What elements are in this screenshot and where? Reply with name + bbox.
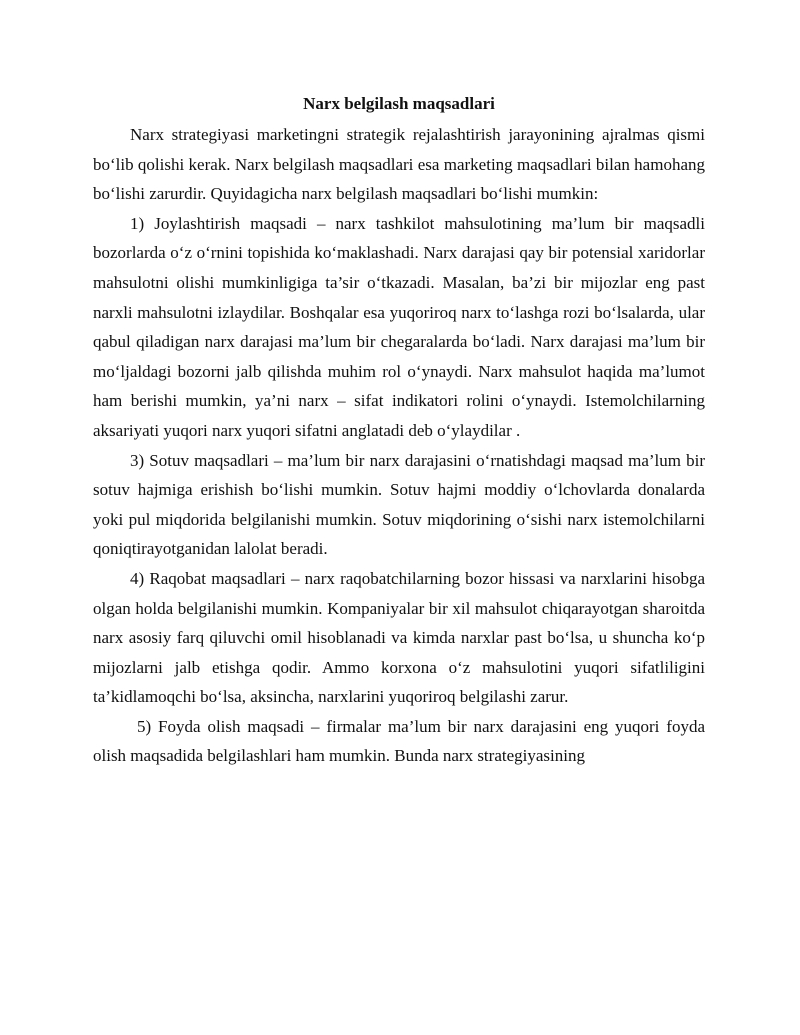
paragraph-positioning-goal: 1) Joylashtirish maqsadi – narx tashkilot mahsulotining ma’lum bir maqsadli bozorlarda o‘z o‘rnini topishida ko‘maklashadi. Narx darajasi qay bir potensial xaridorlar mahsulotni olishi mumkinligiga ta’sir o‘tkazadi. Masalan, ba’zi bir mijozlar eng past narxli mahsulotni izlaydilar. Boshqalar esa yuqoriroq narx to‘lashga rozi bo‘lsalarda, ular qabul qiladigan narx darajasi ma’lum bir chegaralarda bo‘ladi. Narx darajasi ma’lum bir mo‘ljaldagi bozorni jalb qilishda muhim rol o‘ynaydi. Narx mahsulot haqida ma’lumot ham berishi mumkin, ya’ni narx – sifat indikatori rolini o‘ynaydi. Istemolchilarning aksariyati yuqori narx yuqori sifatni anglatadi deb o‘ylaydilar .	[93, 213, 705, 440]
paragraph-profit-goal: 5) Foyda olish maqsadi – firmalar ma’lum bir narx darajasini eng yuqori foyda olish maqsadida belgilashlari ham mumkin. Bunda narx strategiyasining	[93, 716, 705, 766]
paragraph-competition-goals: 4) Raqobat maqsadlari – narx raqobatchilarning bozor hissasi va narxlarini hisobga olgan holda belgilanishi mumkin. Kompaniyalar bir xil mahsulot chiqarayotgan sharoitda narx asosiy farq qiluvchi omil hisoblanadi va kimda narxlar past bo‘lsa, u shuncha ko‘p mijozlarni jalb etishga qodir. Ammo korxona o‘z mahsulotini yuqori sifatliligini ta’kidlamoqchi bo‘lsa, aksincha, narxlarini yuqoriroq belgilashi zarur.	[93, 568, 705, 707]
paragraph-intro: Narx strategiyasi marketingni strategik rejalashtirish jarayonining ajralmas qismi bo‘lib qolishi kerak. Narx belgilash maqsadlari esa marketing maqsadlari bilan hamohang bo‘lishi zarurdir. Quyidagicha narx belgilash maqsadlari bo‘lishi mumkin:	[93, 125, 705, 204]
document-title: Narx belgilash maqsadlari	[303, 94, 495, 113]
paragraph-sales-goals: 3) Sotuv maqsadlari – ma’lum bir narx darajasini o‘rnatishdagi maqsad ma’lum bir sotuv hajmiga erishish bo‘lishi mumkin. Sotuv hajmi moddiy o‘lchovlarda donalarda yoki pul miqdorida belgilanishi mumkin. Sotuv miqdorining o‘sishi narx istemolchilarni qoniqtirayotganidan lalolat beradi.	[93, 450, 705, 559]
document-page	[93, 90, 705, 771]
